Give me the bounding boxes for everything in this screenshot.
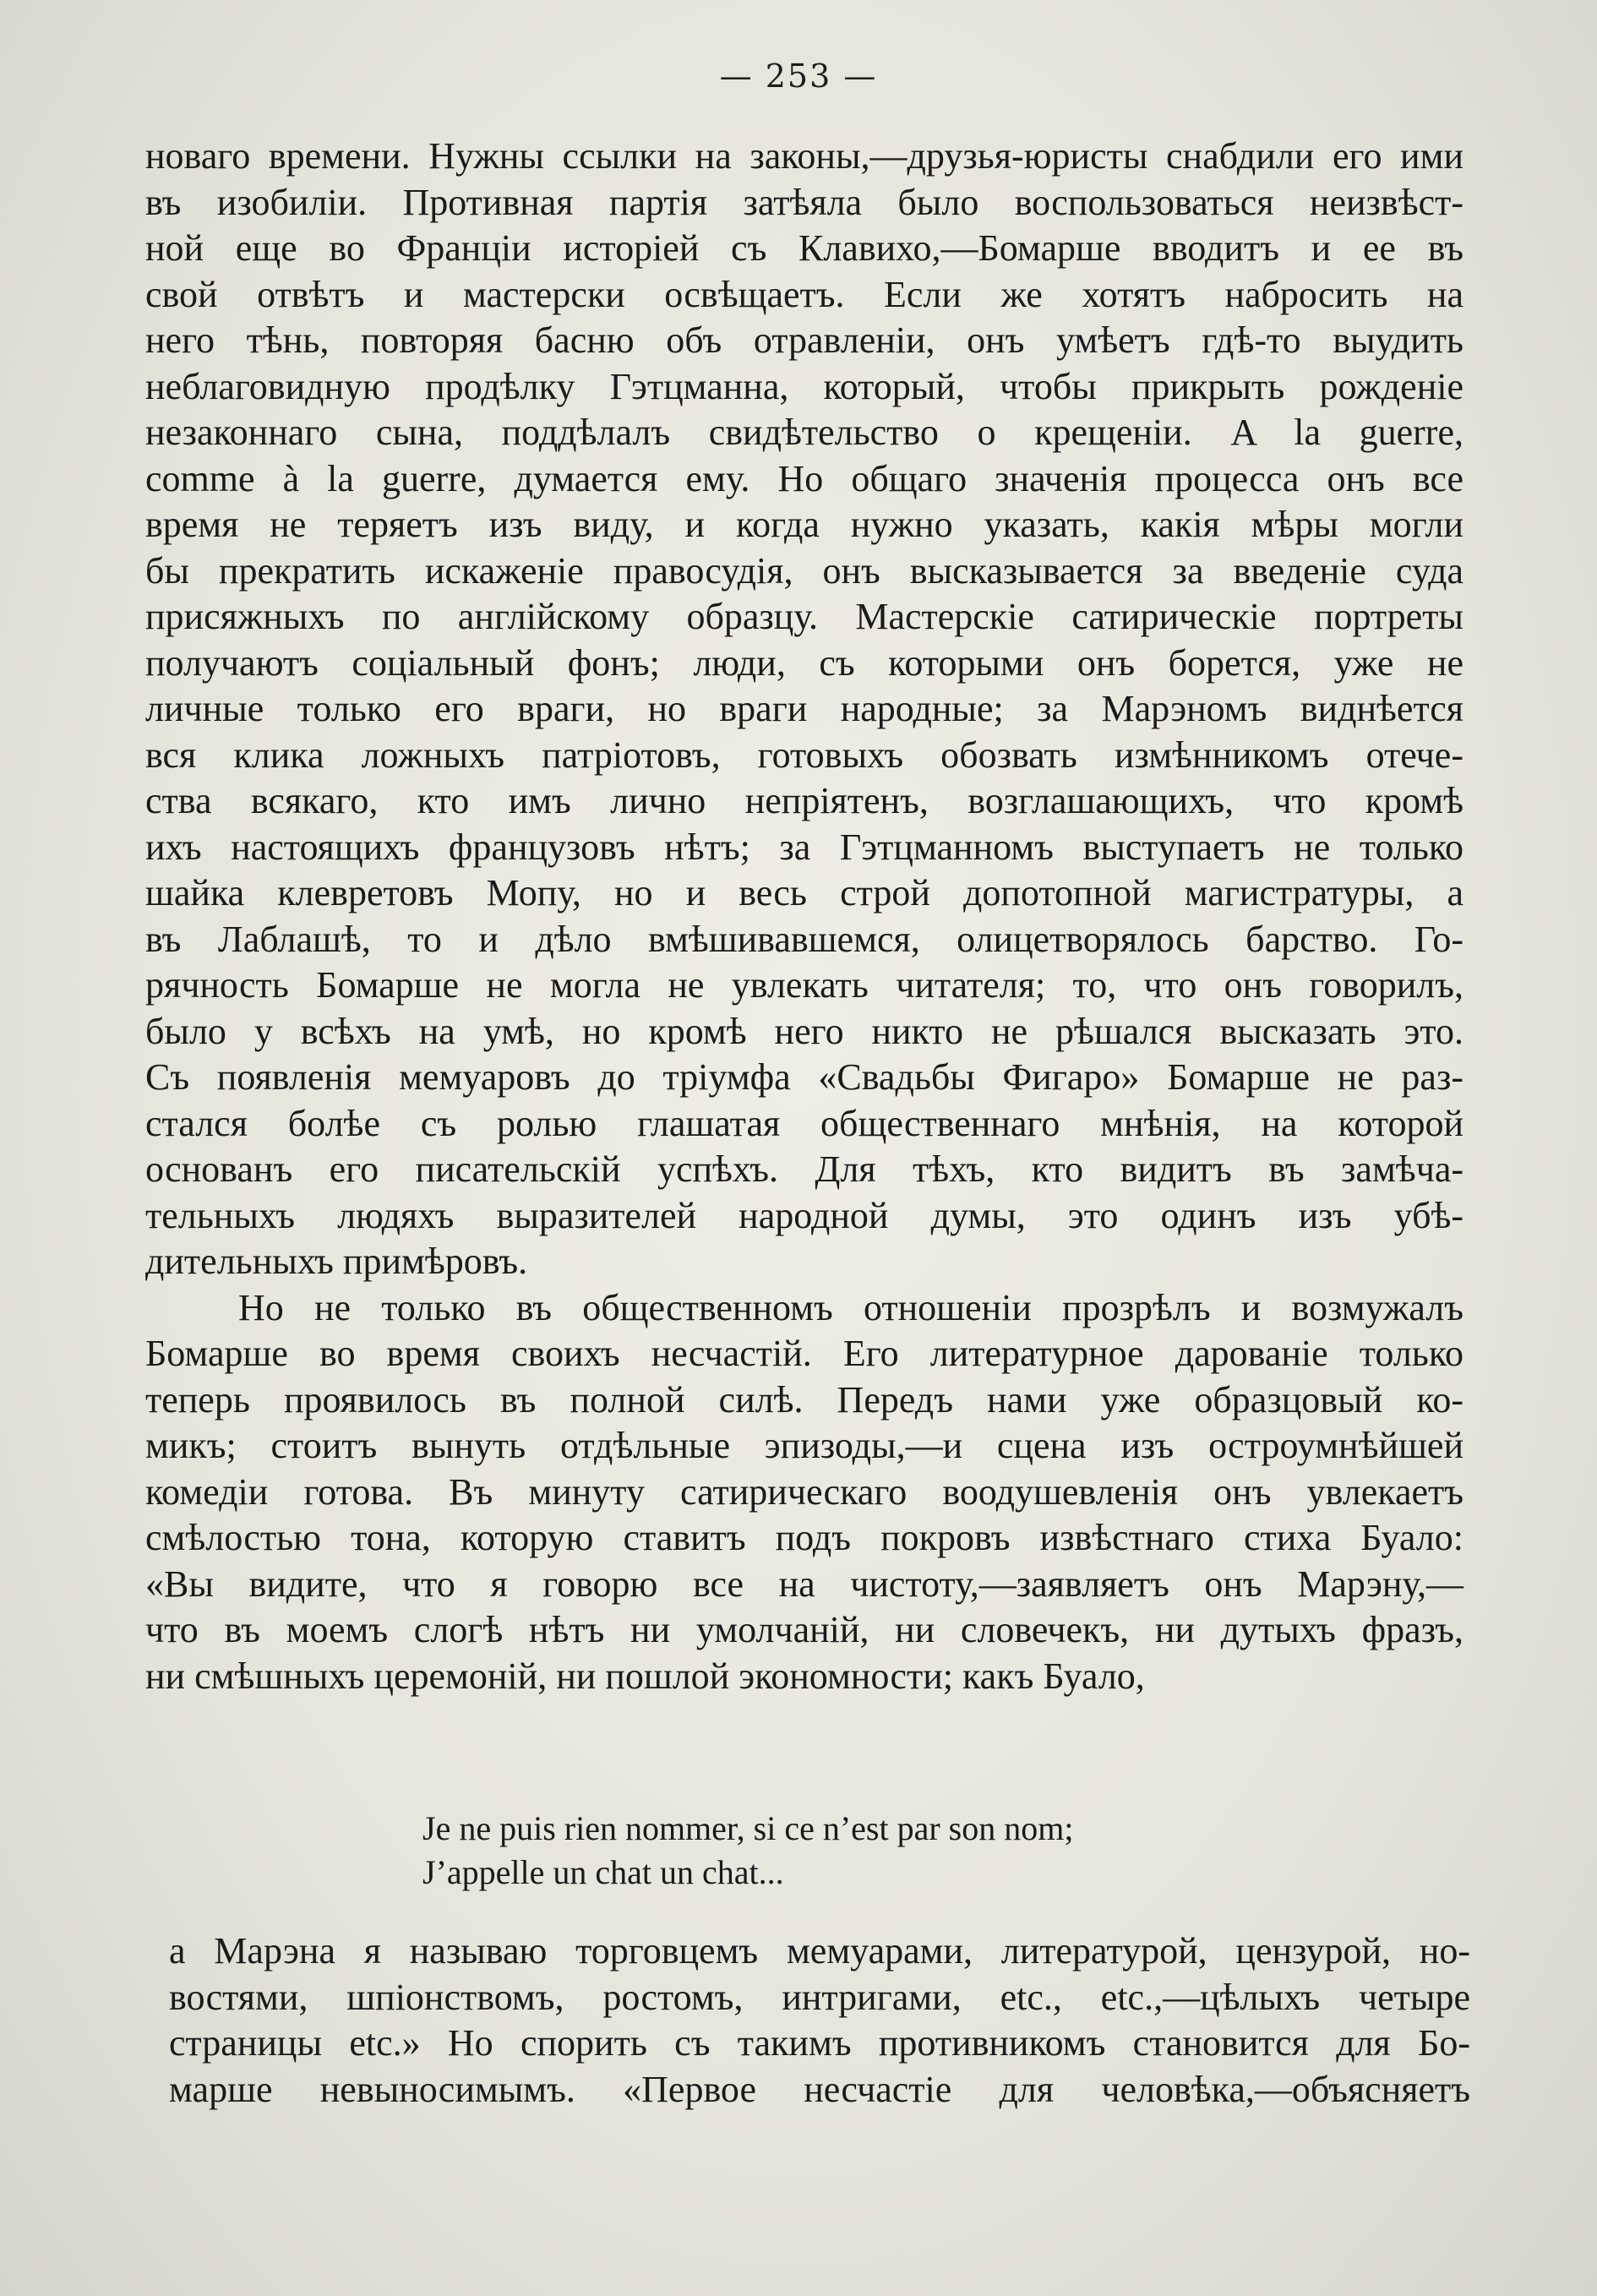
- verse-quote: [422, 1807, 1073, 1895]
- text-line: стался болѣе съ ролью глашатая общественнаго мнѣнія, на которой: [145, 1102, 1463, 1144]
- verse-line: Je ne puis rien nommer, si ce n’est par son nom;: [422, 1809, 1074, 1847]
- text-line: въ изобиліи. Противная партія затѣяла было воспользоваться неизвѣст-: [145, 181, 1463, 223]
- page-number: — 253 —: [719, 57, 878, 95]
- text-line: востями, шпіонствомъ, ростомъ, интригами, etc., etc.,—цѣлыхъ четыре: [169, 1976, 1470, 2018]
- text-line: получаютъ соціальный фонъ; люди, съ которыми онъ борется, уже не: [145, 641, 1463, 684]
- text-line: шайка клевретовъ Мопу, но и весь строй допотопной магистратуры, а: [145, 872, 1463, 913]
- verse-line: J’appelle un chat un chat...: [422, 1853, 784, 1891]
- paragraph-first-line: Но не только въ общественномъ отношеніи прозрѣлъ и возмужалъ: [238, 1286, 1463, 1328]
- text-line: Съ появленія мемуаровъ до тріумфа «Свадьбы Фигаро» Бомарше не раз-: [145, 1056, 1463, 1098]
- text-line: присяжныхъ по англійскому образцу. Мастерскіе сатирическіе портреты: [145, 596, 1463, 637]
- closing-text: [169, 1928, 1470, 2113]
- text-line: комедіи готова. Въ минуту сатирическаго воодушевленія онъ увлекаетъ: [145, 1470, 1463, 1513]
- text-line: неблаговидную продѣлку Гэтцманна, который, чтобы прикрыть рожденіе: [145, 365, 1463, 407]
- text-line: «Вы видите, что я говорю все на чистоту,—заявляетъ онъ Марэну,—: [145, 1562, 1463, 1605]
- text-line: марше невыносимымъ. «Первое несчастіе для человѣка,—объясняетъ: [169, 2068, 1470, 2110]
- text-line: comme à la guerre, думается ему. Но общаго значенія процесса онъ все: [145, 457, 1463, 499]
- text-line: ной еще во Франціи исторіей съ Клавихо,—Бомарше вводитъ и ее въ: [145, 227, 1463, 269]
- text-line: рячность Бомарше не могла не увлекать читателя; то, что онъ говорилъ,: [145, 964, 1463, 1006]
- text-line: страницы etc.» Но спорить съ такимъ противникомъ становится для Бо-: [169, 2022, 1470, 2064]
- main-text: [145, 134, 1463, 1699]
- text-line: Бомарше во время своихъ несчастій. Его литературное дарованіе только: [145, 1333, 1463, 1374]
- text-line: тельныхъ людяхъ выразителей народной думы, это одинъ изъ убѣ-: [145, 1194, 1463, 1236]
- text-line: ихъ настоящихъ французовъ нѣтъ; за Гэтцманномъ выступаетъ не только: [145, 826, 1463, 868]
- text-line: что въ моемъ слогѣ нѣтъ ни умолчаній, ни словечекъ, ни дутыхъ фразъ,: [145, 1609, 1463, 1650]
- text-line: незаконнаго сына, поддѣлалъ свидѣтельство о крещеніи. A la guerre,: [145, 412, 1463, 453]
- text-line: смѣлостью тона, которую ставитъ подъ покровъ извѣстнаго стиха Буало:: [145, 1517, 1463, 1558]
- text-line: него тѣнь, повторяя басню объ отравленіи, онъ умѣетъ гдѣ-то выудить: [145, 319, 1463, 361]
- text-line: дительныхъ примѣровъ.: [145, 1241, 528, 1282]
- text-line: микъ; стоитъ вынуть отдѣльные эпизоды,—и сцена изъ остроумнѣйшей: [145, 1425, 1463, 1466]
- text-line: теперь проявилось въ полной силѣ. Передъ нами уже образцовый ко-: [145, 1378, 1463, 1421]
- text-line: было у всѣхъ на умѣ, но кромѣ него никто не рѣшался высказать это.: [145, 1010, 1463, 1052]
- text-line: а Марэна я называю торговцемъ мемуарами, литературой, цензурой, но-: [169, 1930, 1470, 1972]
- text-line: свой отвѣтъ и мастерски освѣщаетъ. Если же хотятъ набросить на: [145, 273, 1463, 315]
- text-line: ства всякаго, кто имъ лично непріятенъ, возглашающихъ, что кромѣ: [145, 780, 1463, 821]
- text-line: бы прекратить искаженіе правосудія, онъ высказывается за введеніе суда: [145, 549, 1463, 592]
- text-line: ни смѣшныхъ церемоній, ни пошлой экономности; какъ Буало,: [145, 1655, 1145, 1697]
- text-line: личные только его враги, но враги народные; за Марэномъ виднѣется: [145, 688, 1463, 729]
- text-line: въ Лаблашѣ, то и дѣло вмѣшивавшемся, олицетворялось барство. Го-: [145, 918, 1463, 960]
- text-line: основанъ его писательскій успѣхъ. Для тѣхъ, кто видитъ въ замѣча-: [145, 1148, 1463, 1190]
- text-line: вся клика ложныхъ патріотовъ, готовыхъ обозвать измѣнникомъ отече-: [145, 734, 1463, 776]
- text-line: новаго времени. Нужны ссылки на законы,—друзья-юристы снабдили его ими: [145, 135, 1463, 177]
- text-line: время не теряетъ изъ виду, и когда нужно указать, какія мѣры могли: [145, 504, 1463, 545]
